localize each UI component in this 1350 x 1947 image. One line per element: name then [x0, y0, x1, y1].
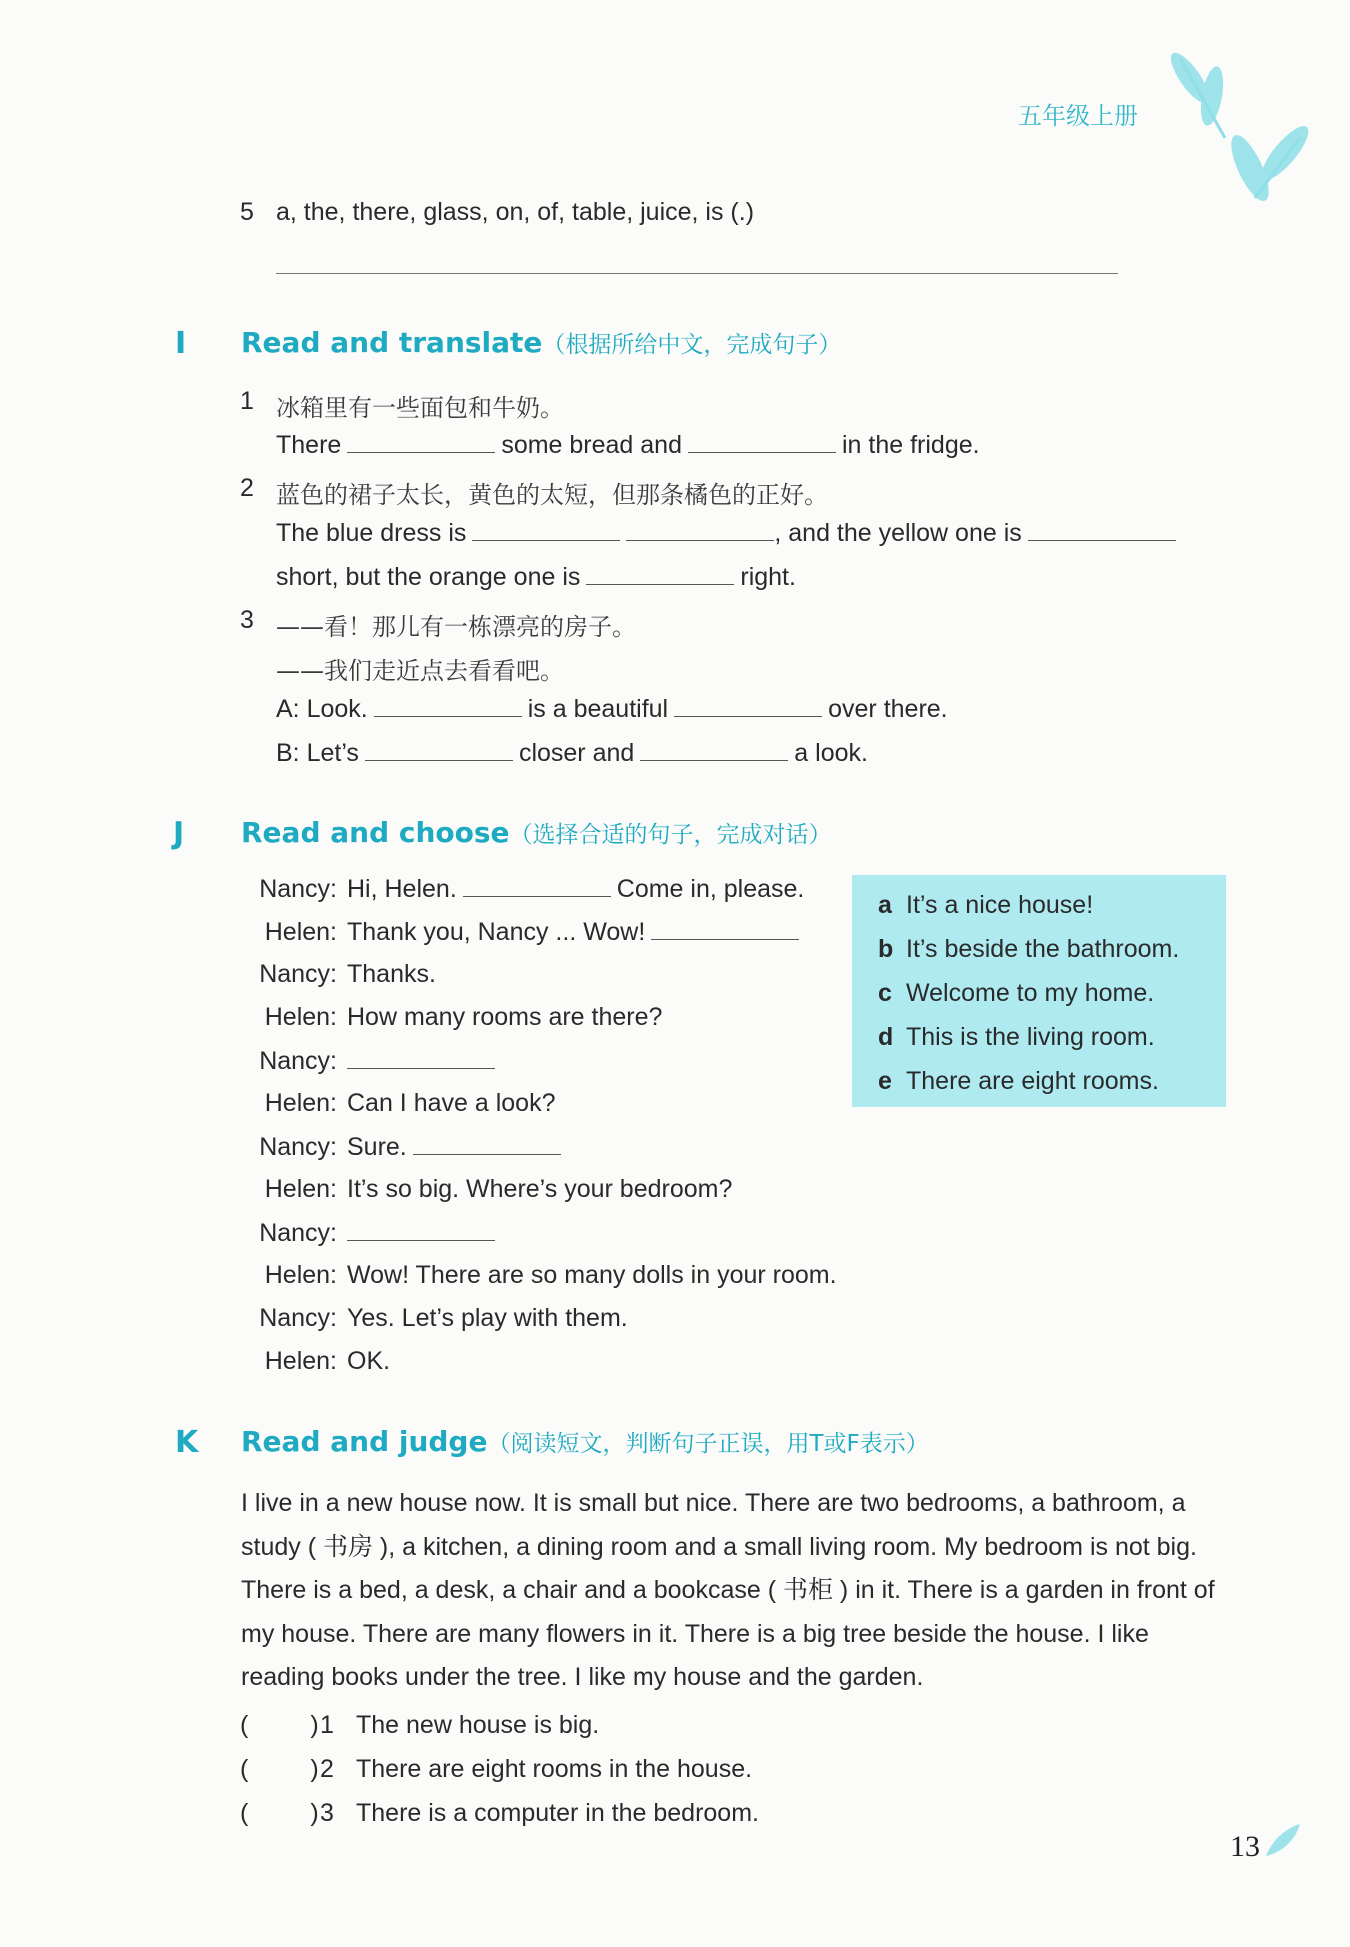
speaker-label: Helen: [264, 1003, 337, 1031]
dialogue-text: Thank you, Nancy ... Wow! [347, 918, 646, 946]
speaker-label: Helen: [264, 1089, 337, 1117]
dialogue-text: OK. [347, 1347, 391, 1375]
section-i-title: Read and translate [241, 326, 543, 359]
answer-parentheses[interactable]: ( ) [240, 1755, 319, 1783]
blank[interactable] [640, 740, 788, 761]
dialogue-line [240, 1306, 628, 1331]
statement-text: The new house is big. [356, 1711, 600, 1739]
section-j-letter: J [173, 816, 185, 851]
dialogue-text: Hi, Helen. [347, 875, 457, 903]
judge-statement [240, 1713, 599, 1738]
section-k-subtitle: （阅读短文，判断句子正误，用T或F表示） [487, 1431, 929, 1457]
speaker-label: Helen: [264, 1261, 337, 1289]
q5-answer-line[interactable] [276, 273, 1118, 274]
dialogue-text: Yes. Let’s play with them. [347, 1304, 628, 1332]
speaker-label: Helen: [264, 1175, 337, 1203]
speaker-label: Nancy: [259, 1304, 337, 1332]
i3-line-b: B: Let’s closer and a look. [276, 739, 868, 767]
answer-parentheses[interactable]: ( ) [240, 1799, 319, 1827]
i1-number: 1 [240, 387, 254, 415]
dialogue-text: Thanks. [347, 960, 436, 988]
judge-statement [240, 1757, 752, 1782]
speaker-label: Nancy: [259, 1219, 337, 1247]
section-j-subtitle: （选择合适的句子，完成对话） [509, 822, 832, 848]
dialogue-line [240, 876, 804, 902]
i2-english-line-1: The blue dress is , and the yellow one is [276, 520, 1182, 546]
dialogue-text: It’s so big. Where’s your bedroom? [347, 1175, 733, 1203]
answer-parentheses[interactable]: ( ) [240, 1711, 319, 1739]
page-number: 13 [1230, 1830, 1260, 1863]
answer-blank[interactable] [347, 1220, 495, 1241]
dialogue-line [240, 1220, 501, 1246]
q5-words: a, the, there, glass, on, of, table, juice, is (.) [276, 198, 755, 226]
options-box [852, 875, 1226, 1107]
statement-text: There is a computer in the bedroom. [356, 1799, 759, 1827]
section-k-title: Read and judge [241, 1425, 488, 1458]
blank[interactable] [347, 432, 495, 453]
statement-number: 1 [320, 1711, 334, 1739]
speaker-label: Helen: [264, 1347, 337, 1375]
speaker-label: Nancy: [259, 1047, 337, 1075]
speaker-label: Nancy: [259, 960, 337, 988]
section-j-title: Read and choose [241, 816, 510, 849]
dialogue-line [240, 1349, 390, 1374]
dialogue-text: Can I have a look? [347, 1089, 556, 1117]
dialogue-line [240, 1134, 567, 1160]
option-a: a It’s a nice house! [878, 891, 1094, 919]
i3-chinese-2: ——我们走近点去看看吧。 [276, 657, 564, 685]
reading-passage: I live in a new house now. It is small but nice. There are two bedrooms, a bathroom, a study ( 书房 ), a kitchen, a dining room and a small living room. My bedroom is not big. There is a bed, a desk, a chair and a bookcase ( 书柜 ) in it. There is a garden in front of my house. There are many flowers in it. There is a big tree beside the house. I like reading books under the tree. I like my house and the garden. [241, 1489, 1215, 1691]
option-e: e There are eight rooms. [878, 1067, 1159, 1095]
blank[interactable] [365, 740, 513, 761]
answer-blank[interactable] [463, 876, 611, 897]
option-d: d This is the living room. [878, 1023, 1155, 1051]
i1-english-line: There some bread and in the fridge. [276, 431, 980, 459]
section-i-letter: I [175, 326, 187, 361]
blank[interactable] [626, 520, 774, 541]
statement-number: 3 [320, 1799, 334, 1827]
dialogue-line [240, 1048, 501, 1074]
dialogue-line [240, 962, 436, 987]
dialogue-line [240, 1177, 732, 1202]
dialogue-text: Sure. [347, 1133, 407, 1161]
i2-chinese: 蓝色的裙子太长，黄色的太短，但那条橘色的正好。 [276, 481, 828, 509]
i3-number: 3 [240, 606, 254, 634]
blank[interactable] [472, 520, 620, 541]
dialogue-text: How many rooms are there? [347, 1003, 663, 1031]
blank[interactable] [586, 564, 734, 585]
i3-line-a: A: Look. is a beautiful over there. [276, 695, 948, 723]
blank[interactable] [374, 696, 522, 717]
blank[interactable] [688, 432, 836, 453]
i3-chinese-1: ——看！那儿有一栋漂亮的房子。 [276, 613, 636, 641]
q5-number: 5 [240, 198, 254, 226]
i2-english-line-2: short, but the orange one is right. [276, 563, 796, 591]
option-c: c Welcome to my home. [878, 979, 1155, 1007]
statement-number: 2 [320, 1755, 334, 1783]
dialogue-line [240, 1263, 837, 1288]
speaker-label: Nancy: [259, 1133, 337, 1161]
blank[interactable] [1028, 520, 1176, 541]
answer-blank[interactable] [651, 919, 799, 940]
blank[interactable] [674, 696, 822, 717]
answer-blank[interactable] [347, 1048, 495, 1069]
dialogue-line [240, 1091, 555, 1116]
leaf-icon [1262, 1820, 1302, 1860]
answer-blank[interactable] [413, 1134, 561, 1155]
judge-statement [240, 1801, 759, 1826]
speaker-label: Helen: [264, 918, 337, 946]
dialogue-text: Wow! There are so many dolls in your room. [347, 1261, 837, 1289]
speaker-label: Nancy: [259, 875, 337, 903]
statement-text: There are eight rooms in the house. [356, 1755, 753, 1783]
dialogue-line [240, 919, 805, 945]
dragonfly-icon [1150, 38, 1320, 228]
dialogue-text-after: Come in, please. [616, 875, 805, 903]
dialogue-line [240, 1005, 662, 1030]
grade-label: 五年级上册 [1018, 102, 1138, 130]
option-b: b It’s beside the bathroom. [878, 935, 1180, 963]
section-k-letter: K [175, 1425, 199, 1460]
i2-number: 2 [240, 474, 254, 502]
i1-chinese: 冰箱里有一些面包和牛奶。 [276, 394, 564, 422]
section-i-subtitle: （根据所给中文，完成句子） [542, 332, 842, 358]
